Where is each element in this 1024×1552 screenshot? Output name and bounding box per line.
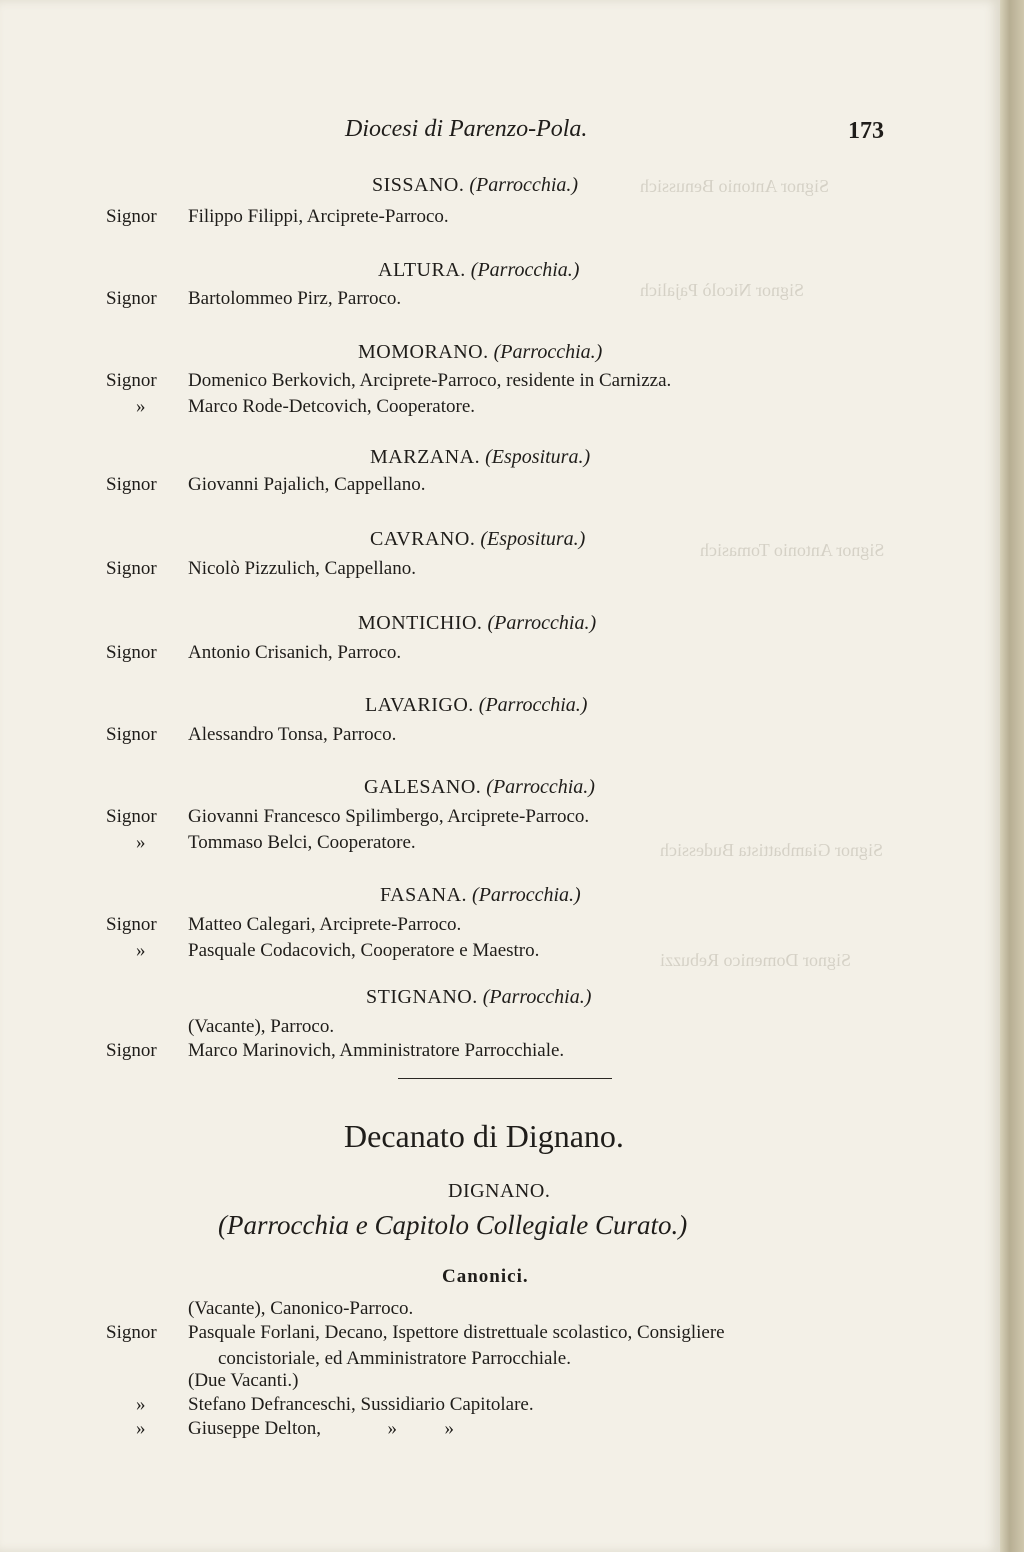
ditto-mark: » (136, 1394, 146, 1415)
ditto-mark: » (136, 396, 146, 417)
entry-text: Giovanni Pajalich, Cappellano. (188, 474, 426, 495)
parish-type: (Espositura.) (480, 528, 586, 550)
parish-type: (Espositura.) (485, 446, 591, 468)
parish-name: GALESANO. (364, 776, 482, 798)
page-header (0, 116, 1000, 156)
ditto-mark: » (136, 1418, 146, 1439)
parish-name: MOMORANO. (358, 341, 489, 363)
parish-type: (Parrocchia.) (469, 174, 579, 196)
entry-text: concistoriale, ed Amministratore Parrocchiale. (218, 1348, 571, 1369)
entry-text: Giuseppe Delton, » » (188, 1418, 454, 1439)
parish-name: MARZANA. (370, 446, 481, 468)
parish-type: (Parrocchia.) (470, 259, 580, 281)
parish-name: SISSANO. (372, 174, 465, 196)
entry-text: (Vacante), Parroco. (188, 1016, 335, 1037)
parish-type: (Parrocchia.) (472, 884, 581, 906)
parish-type-dignano: (Parrocchia e Capitolo Collegiale Curato.) (218, 1210, 688, 1240)
entry-text: Marco Rode-Detcovich, Cooperatore. (188, 396, 476, 417)
entry-prefix: Signor (106, 724, 157, 745)
decanato-title: Decanato di Dignano. (344, 1118, 624, 1154)
entry-text: (Vacante), Canonico-Parroco. (188, 1298, 414, 1319)
parish-type: (Parrocchia.) (493, 341, 603, 363)
parish-type: (Parrocchia.) (482, 986, 592, 1008)
entry-text: Tommaso Belci, Cooperatore. (188, 832, 416, 853)
entry-text: Bartolommeo Pirz, Parroco. (188, 288, 402, 309)
entry-text: Antonio Crisanich, Parroco. (188, 642, 402, 663)
parish-type: (Parrocchia.) (487, 612, 597, 634)
bleed-through-text: Signor Nicolò Pajalich (640, 280, 804, 300)
entry-prefix: Signor (106, 806, 157, 827)
entry-text: Filippo Filippi, Arciprete-Parroco. (188, 206, 449, 227)
entry-prefix: Signor (106, 558, 157, 579)
entry-prefix: Signor (106, 1040, 157, 1061)
parish-name-dignano: DIGNANO. (448, 1180, 551, 1202)
parish-heading (365, 694, 587, 717)
parish-heading (358, 341, 602, 364)
parish-type: (Parrocchia.) (486, 776, 595, 798)
page-number: 173 (848, 118, 884, 144)
entry-prefix: Signor (106, 1322, 157, 1343)
parish-heading (370, 446, 590, 469)
bleed-through-text: Signor Antonio Tomasich (700, 540, 885, 560)
entry-text: Nicolò Pizzulich, Cappellano. (188, 558, 416, 579)
parish-name: STIGNANO. (366, 986, 478, 1008)
parish-heading (358, 612, 596, 635)
entry-text: Alessandro Tonsa, Parroco. (188, 724, 397, 745)
parish-type: (Parrocchia.) (478, 694, 588, 716)
parish-name: ALTURA. (378, 259, 466, 281)
entry-prefix: Signor (106, 474, 157, 495)
parish-heading (364, 776, 595, 799)
parish-heading (370, 528, 585, 551)
entry-text: Domenico Berkovich, Arciprete-Parroco, residente in Carnizza. (188, 370, 672, 391)
section-divider (398, 1078, 612, 1079)
parish-heading (378, 259, 579, 282)
entry-text: Pasquale Codacovich, Cooperatore e Maestro. (188, 940, 540, 961)
section-heading-canonici: Canonici. (442, 1266, 529, 1287)
parish-name: FASANA. (380, 884, 468, 906)
parish-heading (366, 986, 591, 1009)
parish-name: CAVRANO. (370, 528, 476, 550)
entry-text: Pasquale Forlani, Decano, Ispettore distrettuale scolastico, Consigliere (188, 1322, 725, 1343)
entry-prefix: Signor (106, 206, 157, 227)
entry-text: Giovanni Francesco Spilimbergo, Arciprete-Parroco. (188, 806, 590, 827)
bleed-through-text: Signor Domenico Rebuzzi (660, 950, 851, 970)
bleed-through-text: Signor Giambattista Budessich (660, 840, 883, 860)
parish-name: LAVARIGO. (365, 694, 474, 716)
entry-prefix: Signor (106, 288, 157, 309)
parish-name: MONTICHIO. (358, 612, 483, 634)
ditto-mark: » (136, 940, 146, 961)
entry-text: Stefano Defranceschi, Sussidiario Capitolare. (188, 1394, 534, 1415)
running-title: Diocesi di Parenzo-Pola. (345, 116, 588, 142)
entry-text: Matteo Calegari, Arciprete-Parroco. (188, 914, 462, 935)
entry-text: Marco Marinovich, Amministratore Parrocchiale. (188, 1040, 565, 1061)
entry-prefix: Signor (106, 642, 157, 663)
entry-text: (Due Vacanti.) (188, 1370, 299, 1391)
entry-prefix: Signor (106, 914, 157, 935)
parish-heading (372, 174, 578, 197)
ditto-mark: » (136, 832, 146, 853)
bleed-through-text: Signor Antonio Benussich (640, 176, 830, 196)
entry-prefix: Signor (106, 370, 157, 391)
parish-heading (380, 884, 581, 907)
page-edge (1000, 0, 1024, 1552)
